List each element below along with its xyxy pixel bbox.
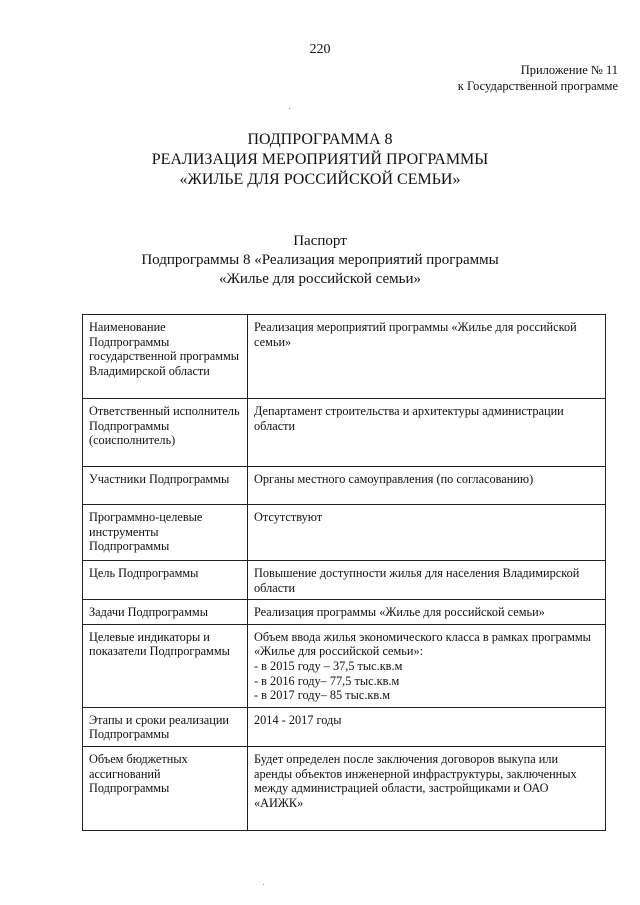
passport-line-3: «Жилье для российской семьи» [218, 271, 422, 287]
row-label: Ответственный исполнитель Подпрограммы (соисполнитель) [83, 399, 248, 467]
scan-speck: · [262, 880, 266, 891]
row-value [248, 315, 606, 399]
row-value [248, 505, 606, 561]
table-row [83, 561, 606, 600]
row-label: Наименование Подпрограммы государственной программы Владимирской области [83, 315, 248, 399]
row-value [248, 399, 606, 467]
value-line: - в 2016 году– 77,5 тыс.кв.м [254, 673, 400, 688]
table-row [83, 624, 606, 707]
row-label: Участники Подпрограммы [83, 467, 248, 505]
row-value [248, 624, 606, 707]
title-line-1: ПОДПРОГРАММА 8 [247, 131, 393, 148]
appendix-line-2: к Государственной программе [457, 79, 618, 93]
value-line: Реализация мероприятий программы «Жилье для российской семьи» [254, 320, 577, 349]
value-line: Отсутствуют [254, 510, 323, 524]
passport-line-2: Подпрограммы 8 «Реализация мероприятий программы [141, 252, 499, 268]
row-label: Целевые индикаторы и показатели Подпрограммы [83, 624, 248, 707]
row-value [248, 746, 606, 830]
page-number: 220 [309, 42, 331, 57]
value-line: Департамент строительства и архитектуры администрации области [254, 404, 564, 433]
title-line-3: «ЖИЛЬЕ ДЛЯ РОССИЙСКОЙ СЕМЬИ» [179, 171, 461, 188]
row-value [248, 467, 606, 505]
value-line: Реализация программы «Жилье для российской семьи» [254, 605, 545, 620]
value-line: - в 2017 году– 85 тыс.кв.м [254, 688, 391, 703]
appendix-line-1: Приложение № 11 [520, 63, 618, 77]
value-line: Повышение доступности жилья для населения Владимирской области [254, 566, 580, 595]
table-row [83, 467, 606, 505]
table-row [83, 399, 606, 467]
row-label: Цель Подпрограммы [83, 561, 248, 600]
table-row [83, 707, 606, 746]
document-title [0, 130, 640, 190]
row-label: Этапы и сроки реализации Подпрограммы [83, 707, 248, 746]
row-value [248, 600, 606, 625]
appendix-note [458, 62, 618, 94]
row-value [248, 707, 606, 746]
title-line-2: РЕАЛИЗАЦИЯ МЕРОПРИЯТИЙ ПРОГРАММЫ [151, 151, 489, 168]
scan-speck: · [288, 104, 292, 115]
table-row [83, 746, 606, 830]
value-line: Будет определен после заключения договоров выкупа или аренды объектов инженерной инфраструктуры, заключенных между администрацией области, застройщиками и ОАО «АИЖК» [254, 751, 577, 810]
passport-table [82, 314, 606, 831]
row-label: Объем бюджетных ассигнований Подпрограммы [83, 746, 248, 830]
value-line: 2014 - 2017 годы [254, 712, 342, 727]
value-line: - в 2015 году – 37,5 тыс.кв.м [254, 658, 403, 673]
row-label: Задачи Подпрограммы [83, 600, 248, 625]
table-row [83, 600, 606, 625]
table-row [83, 315, 606, 399]
row-value [248, 561, 606, 600]
passport-line-1: Паспорт [293, 233, 347, 249]
passport-heading [0, 232, 640, 289]
table-row [83, 505, 606, 561]
row-label: Программно-целевые инструменты Подпрограммы [83, 505, 248, 561]
value-line: Объем ввода жилья экономического класса в рамках программы «Жилье для российской семьи»: [254, 629, 591, 659]
value-line: Органы местного самоуправления (по согласованию) [254, 472, 534, 486]
